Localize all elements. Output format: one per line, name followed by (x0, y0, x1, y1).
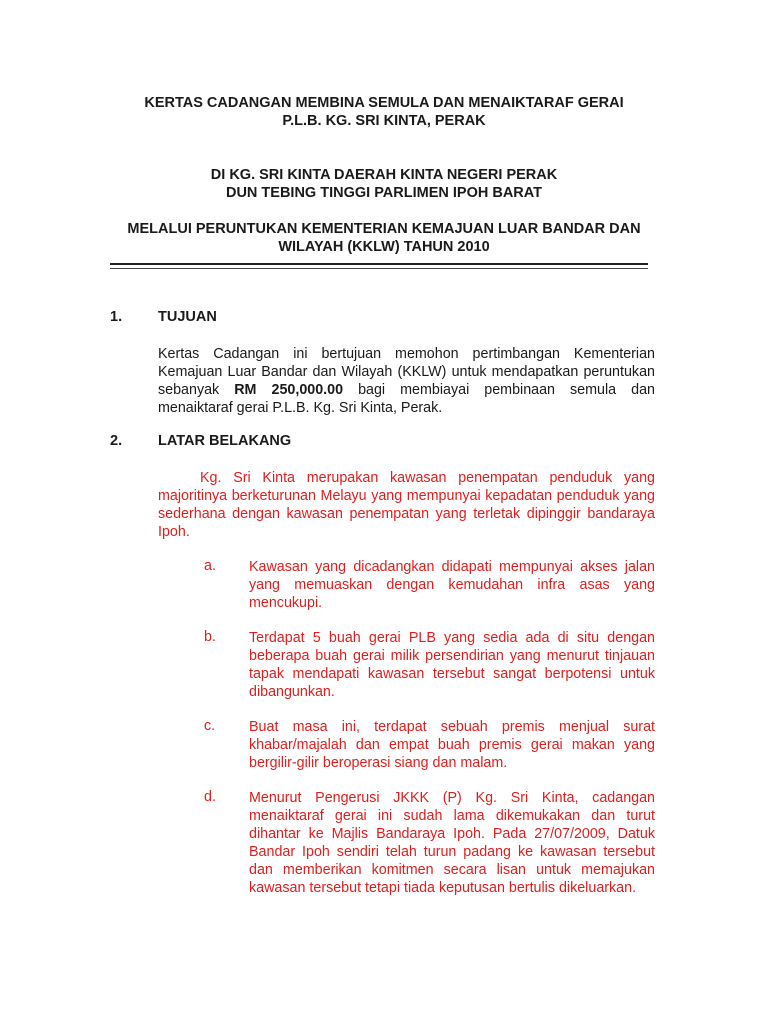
item-b-text: Terdapat 5 buah gerai PLB yang sedia ada di situ dengan beberapa buah gerai milik persendirian yang menurut tinjauan tapak mendapati kawasan tersebut sangat berpotensi untuk dibangunkan. (249, 630, 655, 700)
divider-thin (110, 268, 648, 269)
title-line-2: P.L.B. KG. SRI KINTA, PERAK (282, 113, 486, 129)
section-1-number: 1. (110, 309, 123, 325)
item-b-letter: b. (204, 629, 216, 645)
divider-thick (110, 263, 648, 265)
section-1-amount: RM 250,000.00 (234, 382, 344, 398)
section-2-heading: LATAR BELAKANG (158, 433, 292, 449)
title-line-3: DI KG. SRI KINTA DAERAH KINTA NEGERI PERAK (210, 167, 558, 183)
item-a-text: Kawasan yang dicadangkan didapati mempunyai akses jalan yang memuaskan dengan kemudahan infra asas yang mencukupi. (249, 559, 655, 611)
item-d-text: Menurut Pengerusi JKKK (P) Kg. Sri Kinta, cadangan menaiktaraf gerai ini sudah lama dikemukakan dan turut dihantar ke Majlis Bandaraya Ipoh. Pada 27/07/2009, Datuk Bandar Ipoh sendiri telah turun padang ke kawasan tersebut dan memberikan komitmen secara lisan untuk memajukan kawasan tersebut tetapi tiada keputusan bertulis dikeluarkan. (249, 790, 655, 896)
item-a-letter: a. (204, 558, 216, 574)
title-line-6: WILAYAH (KKLW) TAHUN 2010 (278, 239, 490, 255)
item-c-text: Buat masa ini, terdapat sebuah premis menjual surat khabar/majalah dan empat buah premis gerai makan yang bergilir-gilir beroperasi siang dan malam. (249, 719, 655, 771)
section-1-text-after: bagi membiayai pembinaan semula dan menaiktaraf gerai P.L.B. Kg. Sri Kinta, Perak. (158, 382, 655, 416)
section-1-paragraph (158, 345, 655, 417)
title-line-4: DUN TEBING TINGGI PARLIMEN IPOH BARAT (225, 185, 543, 201)
section-2-number: 2. (110, 433, 123, 449)
item-d-letter: d. (204, 789, 216, 805)
section-1-text-before: Kertas Cadangan ini bertujuan memohon pertimbangan Kementerian Kemajuan Luar Bandar dan Wilayah (KKLW) untuk mendapatkan peruntukan sebanyak (158, 346, 655, 398)
title-line-5: MELALUI PERUNTUKAN KEMENTERIAN KEMAJUAN LUAR BANDAR DAN (127, 221, 641, 237)
title-line-1: KERTAS CADANGAN MEMBINA SEMULA DAN MENAIKTARAF GERAI (144, 95, 624, 111)
item-c-letter: c. (204, 718, 216, 734)
section-1-heading: TUJUAN (158, 309, 217, 325)
section-2-intro: Kg. Sri Kinta merupakan kawasan penempatan penduduk yang majoritinya berketurunan Melayu yang mempunyai kepadatan penduduk yang sederhana dengan kawasan penempatan yang terletak dipinggir bandaraya Ipoh. (158, 470, 655, 540)
